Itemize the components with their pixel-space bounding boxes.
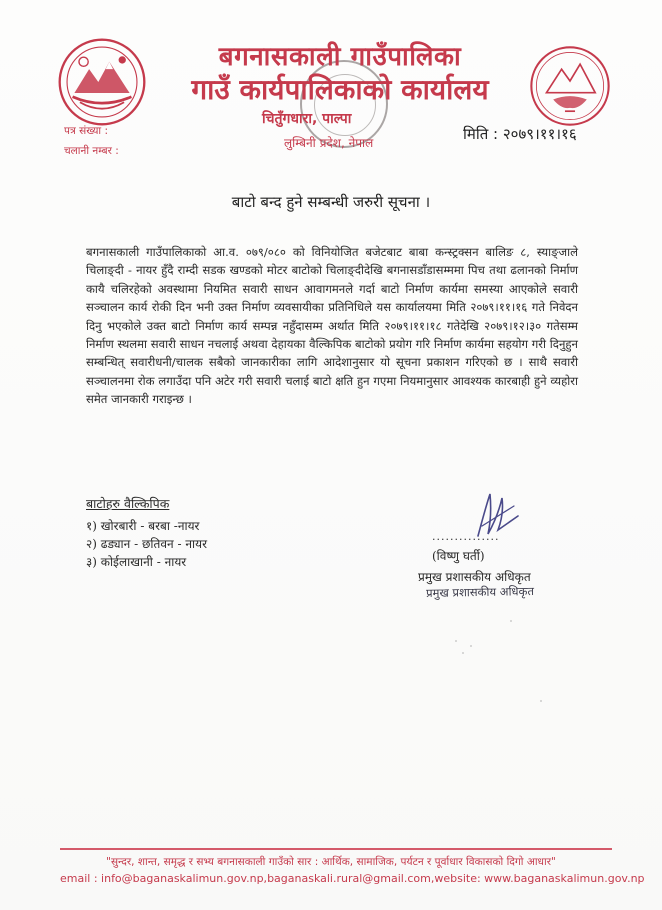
footer-website: website: www.baganaskalimun.gov.np [434, 872, 645, 885]
footer-email-primary: email : info@baganaskalimun.gov.np, [60, 872, 268, 885]
alternative-routes [86, 495, 207, 571]
address-line-2: लुम्बिनी प्रदेश, नेपाल [284, 136, 374, 150]
letter-date: मिति : २०७९।११।१६ [463, 125, 577, 143]
signatory-name: (विष्णु घर्ती) [432, 549, 485, 563]
org-name: बगनासकाली गाउँपालिका [218, 42, 462, 72]
office-name: गाउँ कार्यपालिकाको कार्यालय [191, 73, 489, 106]
scan-speck [455, 640, 457, 642]
signatory-title: प्रमुख प्रशासकीय अधिकृत [418, 570, 531, 584]
notice-body: बगनासकाली गाउँपालिकाको आ.व. ०७९/०८० को विनियोजित बजेटबाट बाबा कन्स्ट्रक्सन बालिङ ८, स्याङ्जाले चिलाङ्दी - नायर हुँदै राम्दी सडक खण्डको मोटर बाटोको चिलाङ्दीदेखि बगनासडाँडासम्ममा पिच तथा ढलानको निर्माण कायै चलिरहेको अवस्थामा नियमित सवारी साधन आवागमनले गर्दा बाटो निर्माण कार्यमा समस्या आएकोले सवारी सञ्चालन कार्य रोकी दिन भनी उक्त निर्माण व्यवसायीका प्रतिनिधिले यस कार्यालयमा मिति २०७९।११।१६ गते निवेदन दिनु भएकोले उक्त बाटो निर्माण कार्य सम्पन्न नहुँदासम्म अर्थात मिति २०७९।११।१८ गतेदेखि २०७९।१२।३० गतेसम्म निर्माण स्थलमा सवारी साधन नचलाई अथवा देहायका वैल्किपिक बाटोको प्रयोग गरि निर्माण कार्यमा सहयोग गरी दिनुहुन सम्बन्धित् सवारीधनी/चालक सबैको जानकारीका लागि आदेशानुसार यो सूचना प्रकाशन गरिएको छ । साथै सवारी सञ्चालनमा रोक लगाउँदा पनि अटेर गरी सवारी चलाई बाटो क्षति हुन गएमा नियमानुसार आवश्यक कारबाही हुने व्यहोरा समेत जानकारी गराइन्छ । [86, 245, 578, 407]
route-item: २) ढड्यान - छतिवन - नायर [86, 537, 207, 551]
footer-divider [60, 848, 612, 850]
footer-motto: "सुन्दर, शान्त, समृद्ध र सभ्य बगनासकाली गाउँको सार : आर्थिक, सामाजिक, पर्यटन र पूर्वाधार विकासको दिगो आधार" [106, 856, 556, 868]
scan-speck [462, 652, 464, 654]
route-item: ३) कोईलाखानी - नायर [86, 555, 187, 569]
municipality-emblem-left [56, 36, 148, 128]
signature-line: ............... [432, 530, 500, 543]
routes-heading: बाटोहरु वैल्किपिक [86, 496, 170, 511]
reference-number-label: पत्र संख्या : [64, 125, 109, 137]
signatory-title-stamp: प्रमुख प्रशासकीय अधिकृत [425, 584, 535, 600]
address-line-1: चितुँगधारा, पाल्पा [262, 111, 352, 127]
org-header [150, 42, 530, 106]
municipality-emblem-right [528, 44, 612, 128]
route-item: १) खोरबारी - बरबा -नायर [86, 519, 200, 533]
scan-speck [470, 645, 472, 647]
dispatch-number-label: चलानी नम्बर : [64, 145, 119, 157]
footer-contacts [60, 872, 645, 885]
notice-title: बाटो बन्द हुने सम्बन्धी जरुरी सूचना । [231, 193, 431, 211]
scan-speck [510, 620, 512, 622]
scan-speck [540, 700, 542, 702]
footer-email-secondary: baganaskali.rural@gmail.com, [267, 872, 435, 885]
